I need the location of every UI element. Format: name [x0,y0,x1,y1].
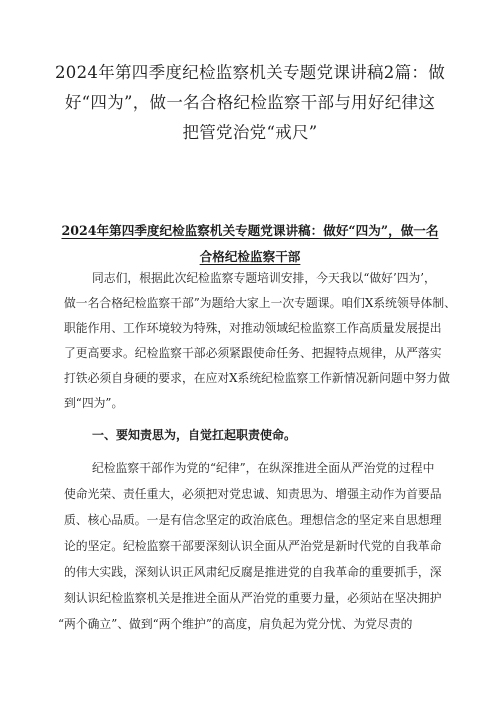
paragraph-line: 职能作用、工作环境较为特殊，对推动领域纪检监察工作高质量发展提出 [64,321,442,335]
paragraph-line: 打铁必须自身硬的要求，在应对X系统纪检监察工作新情况新问题中努力做 [64,371,450,385]
paragraph-line: 到“四为”。 [64,396,124,410]
paragraph-line: 使命光荣、责任重大，必须把对党忠诚、知责思为、增强主动作为首要品 [64,487,442,501]
paragraph-line: 的伟大实践，深刻认识正风肃纪反腐是推进党的自我革命的重要抓手，深 [64,565,442,579]
lecture-heading [52,218,448,270]
section-heading: 一、要知责思为，自觉扛起职责使命。 [92,428,297,442]
paragraph-line: 纪检监察干部作为党的“纪律”，在纵深推进全面从严治党的过程中 [92,461,435,475]
title-line: 把管党治党“戒尺” [182,123,318,142]
title-line: 好“四为”，做一名合格纪检监察干部与用好纪律这 [64,93,436,112]
document-title [40,58,460,148]
paragraph-line: 同志们，根据此次纪检监察专题培训安排，今天我以“做好’四为’， [92,271,436,285]
paragraph-line: 刻认识纪检监察机关是推进全面从严治党的重要力量，必须站在坚决拥护 [64,591,442,605]
heading-line: 合格纪检监察干部 [199,249,301,264]
paragraph-line: 论的坚定。纪检监察干部要深刻认识全面从严治党是新时代党的自我革命 [64,539,442,553]
heading-line: 2024年第四季度纪检监察机关专题党课讲稿：做好“四为”，做一名 [61,223,439,238]
paragraph-line: 了更高要求。纪检监察干部必须紧跟使命任务、把握特点规律，从严落实 [64,346,442,360]
title-line: 2024年第四季度纪检监察机关专题党课讲稿2篇：做 [55,63,445,82]
paragraph-line: 做一名合格纪检监察干部”为题给大家上一次专题课。咱们X系统领导体制、 [64,296,456,310]
paragraph-line: 质、核心品质。一是有信念坚定的政治底色。理想信念的坚定来自思想理 [64,513,442,527]
paragraph-line: “两个确立”、做到“两个维护”的高度，肩负起为党分忧、为党尽责的 [58,617,413,631]
